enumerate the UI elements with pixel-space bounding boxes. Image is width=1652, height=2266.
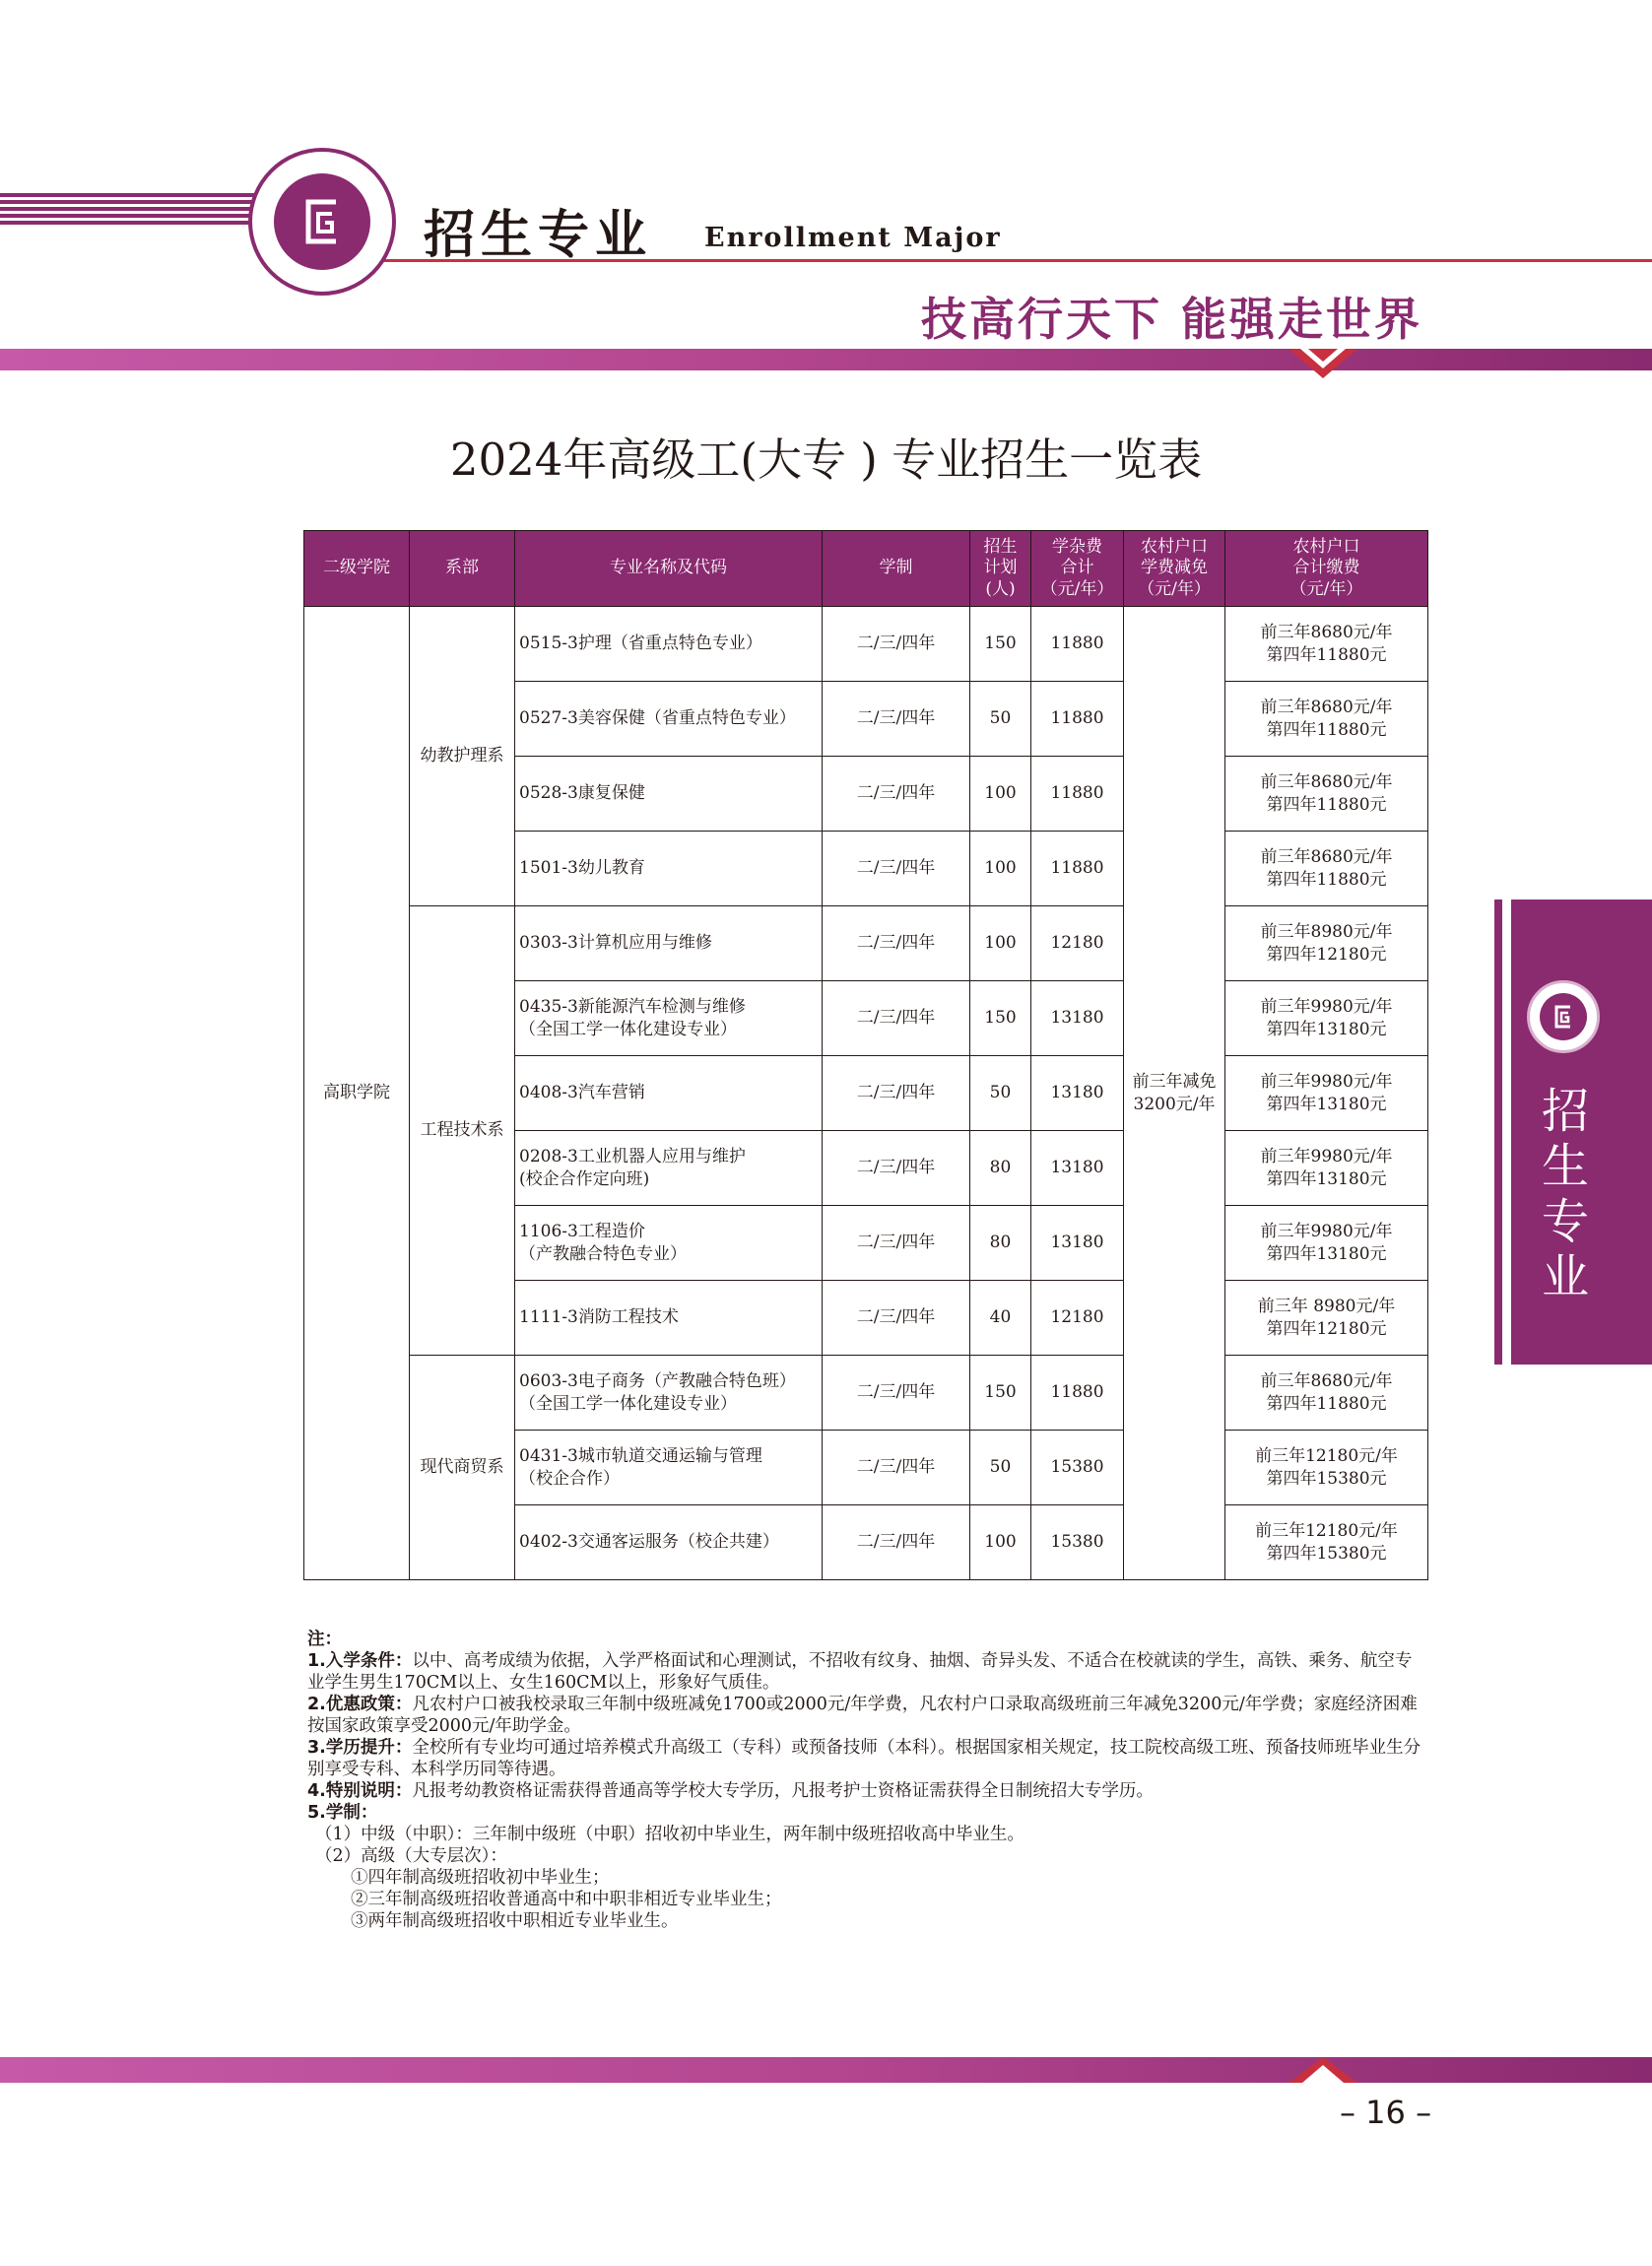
table-row [304, 607, 1428, 682]
fee-cell: 13180 [1031, 1131, 1124, 1206]
major-cell: 1501-3幼儿教育 [515, 832, 823, 906]
col-department: 系部 [410, 531, 515, 607]
col-fee: 学杂费 合计 （元/年） [1031, 531, 1124, 607]
col-major: 专业名称及代码 [515, 531, 823, 607]
col-college: 二级学院 [304, 531, 410, 607]
fee-cell: 12180 [1031, 906, 1124, 981]
page-number: – 16 – [1340, 2094, 1432, 2131]
fee-cell: 11880 [1031, 682, 1124, 757]
fee-cell: 11880 [1031, 832, 1124, 906]
side-logo-emblem-icon [1540, 993, 1587, 1040]
footer-band [0, 2057, 1652, 2083]
rural-total-cell: 前三年8980元/年 第四年12180元 [1225, 906, 1428, 981]
note-5-2b: ②三年制高级班招收普通高中和中职非相近专业毕业生； [351, 1890, 782, 1909]
major-cell: 0431-3城市轨道交通运输与管理 （校企合作） [515, 1431, 823, 1505]
duration-cell: 二/三/四年 [823, 1131, 970, 1206]
note-5-2c: ③两年制高级班招收中职相近专业毕业生。 [351, 1911, 679, 1931]
header-band [0, 349, 1652, 370]
plan-cell: 150 [970, 607, 1031, 682]
rural-total-cell: 前三年8680元/年 第四年11880元 [1225, 832, 1428, 906]
fee-cell: 13180 [1031, 1206, 1124, 1281]
duration-cell: 二/三/四年 [823, 1356, 970, 1431]
note-1: 1.入学条件：以中、高考成绩为依据，入学严格面试和心理测试，不招收有纹身、抽烟、奇异头发、不适合在校就读的学生，高铁、乘务、航空专业学生男生170CM以上、女生160CM以上，形象好气质佳。 [307, 1651, 1413, 1693]
note-5: 5.学制： [307, 1803, 378, 1823]
enrollment-table [303, 530, 1428, 1580]
side-tab-edge [1494, 900, 1502, 1365]
duration-cell: 二/三/四年 [823, 1281, 970, 1356]
note-5-1: （1）中级（中职）：三年制中级班（中职）招收初中毕业生，两年制中级班招收高中毕业生。 [315, 1825, 1024, 1844]
rural-total-cell: 前三年9980元/年 第四年13180元 [1225, 1131, 1428, 1206]
duration-cell: 二/三/四年 [823, 682, 970, 757]
notes-heading: 注： [307, 1630, 342, 1649]
college-cell: 高职学院 [304, 607, 410, 1580]
plan-cell: 50 [970, 682, 1031, 757]
plan-cell: 50 [970, 1431, 1031, 1505]
plan-cell: 80 [970, 1131, 1031, 1206]
col-rural-total: 农村户口 合计缴费 （元/年） [1225, 531, 1428, 607]
note-4: 4.特别说明：凡报考幼教资格证需获得普通高等学校大专学历，凡报考护士资格证需获得全日制统招大专学历。 [307, 1781, 1154, 1801]
note-3: 3.学历提升：全校所有专业均可通过培养模式升高级工（专科）或预备技师（本科）。根据国家相关规定，技工院校高级工班、预备技师班毕业生分别享受专科、本科学历同等待遇。 [307, 1738, 1421, 1779]
slogan: 技高行天下 能强走世界 [921, 293, 1423, 346]
major-cell: 1106-3工程造价 （产教融合特色专业） [515, 1206, 823, 1281]
section-subtitle: Enrollment Major [704, 223, 1002, 253]
fee-cell: 11880 [1031, 607, 1124, 682]
plan-cell: 50 [970, 1056, 1031, 1131]
duration-cell: 二/三/四年 [823, 1431, 970, 1505]
rural-total-cell: 前三年8680元/年 第四年11880元 [1225, 757, 1428, 832]
rural-total-cell: 前三年9980元/年 第四年13180元 [1225, 981, 1428, 1056]
duration-cell: 二/三/四年 [823, 1505, 970, 1580]
duration-cell: 二/三/四年 [823, 757, 970, 832]
waiver-cell: 前三年减免 3200元/年 [1124, 607, 1225, 1580]
department-cell: 现代商贸系 [410, 1356, 515, 1580]
side-logo [1527, 980, 1600, 1053]
header-band-marker-icon [1289, 349, 1357, 378]
rural-total-cell: 前三年8680元/年 第四年11880元 [1225, 607, 1428, 682]
table-row [304, 906, 1428, 981]
plan-cell: 100 [970, 1505, 1031, 1580]
logo-emblem-icon [274, 173, 370, 270]
rural-total-cell: 前三年9980元/年 第四年13180元 [1225, 1056, 1428, 1131]
major-cell: 0603-3电子商务（产教融合特色班） （全国工学一体化建设专业） [515, 1356, 823, 1431]
rural-total-cell: 前三年 8980元/年 第四年12180元 [1225, 1281, 1428, 1356]
duration-cell: 二/三/四年 [823, 1056, 970, 1131]
note-5-2: （2）高级（大专层次）： [315, 1846, 507, 1866]
major-cell: 0528-3康复保健 [515, 757, 823, 832]
fee-cell: 13180 [1031, 1056, 1124, 1131]
major-cell: 0402-3交通客运服务（校企共建） [515, 1505, 823, 1580]
section-title: 招生专业 [424, 206, 653, 265]
major-cell: 0303-3计算机应用与维修 [515, 906, 823, 981]
duration-cell: 二/三/四年 [823, 832, 970, 906]
duration-cell: 二/三/四年 [823, 1206, 970, 1281]
notes-section [307, 1629, 1428, 1932]
major-cell: 0208-3工业机器人应用与维护 (校企合作定向班) [515, 1131, 823, 1206]
plan-cell: 100 [970, 832, 1031, 906]
plan-cell: 150 [970, 1356, 1031, 1431]
major-cell: 0527-3美容保健（省重点特色专业） [515, 682, 823, 757]
fee-cell: 15380 [1031, 1431, 1124, 1505]
rural-total-cell: 前三年12180元/年 第四年15380元 [1225, 1431, 1428, 1505]
plan-cell: 40 [970, 1281, 1031, 1356]
plan-cell: 150 [970, 981, 1031, 1056]
fee-cell: 15380 [1031, 1505, 1124, 1580]
rural-total-cell: 前三年8680元/年 第四年11880元 [1225, 1356, 1428, 1431]
table-header-row [304, 531, 1428, 607]
note-2: 2.优惠政策：凡农村户口被我校录取三年制中级班减免1700或2000元/年学费，凡农村户口录取高级班前三年减免3200元/年学费；家庭经济困难按国家政策享受2000元/年助学金。 [307, 1695, 1418, 1736]
note-5-2a: ①四年制高级班招收初中毕业生； [351, 1868, 610, 1888]
header-stripes [0, 193, 266, 233]
plan-cell: 80 [970, 1206, 1031, 1281]
fee-cell: 13180 [1031, 981, 1124, 1056]
table-row [304, 1356, 1428, 1431]
document-title: 2024年高级工(大专 ) 专业招生一览表 [449, 433, 1203, 486]
duration-cell: 二/三/四年 [823, 981, 970, 1056]
col-duration: 学制 [823, 531, 970, 607]
fee-cell: 11880 [1031, 1356, 1124, 1431]
fee-cell: 12180 [1031, 1281, 1124, 1356]
department-cell: 工程技术系 [410, 906, 515, 1356]
major-cell: 0408-3汽车营销 [515, 1056, 823, 1131]
plan-cell: 100 [970, 757, 1031, 832]
rural-total-cell: 前三年12180元/年 第四年15380元 [1225, 1505, 1428, 1580]
plan-cell: 100 [970, 906, 1031, 981]
duration-cell: 二/三/四年 [823, 607, 970, 682]
col-plan: 招生 计划 (人) [970, 531, 1031, 607]
col-waiver: 农村户口 学费减免 （元/年） [1124, 531, 1225, 607]
rural-total-cell: 前三年9980元/年 第四年13180元 [1225, 1206, 1428, 1281]
footer-band-marker-icon [1289, 2057, 1357, 2083]
school-logo [248, 148, 396, 296]
duration-cell: 二/三/四年 [823, 906, 970, 981]
major-cell: 0435-3新能源汽车检测与维修 （全国工学一体化建设专业） [515, 981, 823, 1056]
fee-cell: 11880 [1031, 757, 1124, 832]
side-tab-label: 招 生 专 业 [1541, 1084, 1589, 1304]
department-cell: 幼教护理系 [410, 607, 515, 906]
major-cell: 0515-3护理（省重点特色专业） [515, 607, 823, 682]
rural-total-cell: 前三年8680元/年 第四年11880元 [1225, 682, 1428, 757]
major-cell: 1111-3消防工程技术 [515, 1281, 823, 1356]
